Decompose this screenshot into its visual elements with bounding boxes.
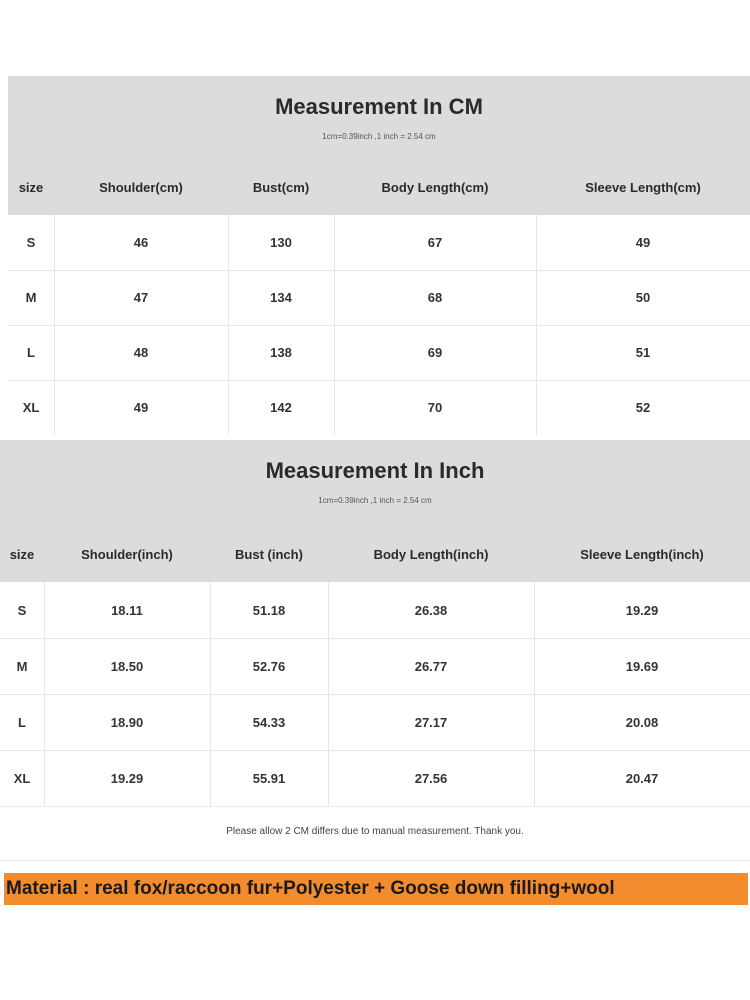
- inch-row-m-sleeve-length: 19.69: [625, 658, 659, 674]
- note-divider: [0, 860, 750, 861]
- cm-row-s-sleeve-length: 49: [635, 235, 651, 250]
- inch-header-sleeve-length: Sleeve Length(inch): [580, 546, 704, 562]
- cm-row-xl-shoulder: 49: [133, 400, 149, 415]
- cm-row-m-sleeve-length: 50: [635, 290, 651, 305]
- inch-row-l-body-length: 27.17: [414, 714, 448, 730]
- inch-header-body-length: Body Length(inch): [373, 546, 489, 562]
- material-banner: [4, 873, 748, 905]
- inch-header-size: size: [9, 546, 35, 562]
- inch-row-m-bust: 52.76: [252, 658, 286, 674]
- inch-row-xl-sleeve-length: 20.47: [625, 770, 659, 786]
- inch-row-s-bust: 51.18: [252, 602, 286, 618]
- inch-row-m-shoulder: 18.50: [110, 658, 144, 674]
- cm-header-size: size: [18, 180, 44, 195]
- inch-row-s-size: S: [17, 602, 27, 618]
- inch-row-l-shoulder: 18.90: [110, 714, 144, 730]
- cm-header-body-length: Body Length(cm): [381, 180, 489, 195]
- cm-header-sleeve-length: Sleeve Length(cm): [585, 180, 701, 195]
- measurement-disclaimer: Please allow 2 CM differs due to manual measurement. Thank you.: [226, 826, 524, 837]
- cm-row-m-shoulder: 47: [133, 290, 149, 305]
- cm-row-xl-bust: 142: [270, 400, 292, 415]
- note-divider: [0, 806, 750, 807]
- inch-row-s-body-length: 26.38: [414, 602, 448, 618]
- material-text: Material : real fox/raccoon fur+Polyester + Goose down filling+wool: [6, 878, 615, 899]
- cm-row-s-body-length: 67: [427, 235, 443, 250]
- cm-row-xl-sleeve-length: 52: [635, 400, 651, 415]
- cm-conversion-note: 1cm=0.39inch ,1 inch = 2.54 cm: [322, 132, 436, 141]
- cm-row-xl-body-length: 70: [427, 400, 443, 415]
- cm-table-title: Measurement In CM: [275, 94, 483, 119]
- cm-row-m-body-length: 68: [427, 290, 443, 305]
- inch-row-s-shoulder: 18.11: [111, 602, 143, 618]
- cm-header-bust: Bust(cm): [252, 180, 310, 195]
- inch-row-l-size: L: [18, 714, 26, 730]
- inch-row-l-bust: 54.33: [252, 714, 286, 730]
- cm-header-shoulder: Shoulder(cm): [99, 180, 183, 195]
- cm-row-s-size: S: [26, 235, 36, 250]
- cm-row-m-size: M: [25, 290, 37, 305]
- cm-row-s-bust: 130: [270, 235, 292, 250]
- cm-row-l-size: L: [27, 345, 35, 360]
- cm-row-l-bust: 138: [270, 345, 292, 360]
- cm-row-l-sleeve-length: 51: [635, 345, 651, 360]
- cm-row-l-body-length: 69: [427, 345, 443, 360]
- cm-row-s-shoulder: 46: [133, 235, 149, 250]
- inch-title-band: [0, 440, 750, 526]
- inch-header-shoulder: Shoulder(inch): [81, 546, 173, 562]
- cm-title-band: [8, 76, 750, 160]
- inch-row-s-sleeve-length: 19.29: [625, 602, 659, 618]
- cm-row-xl-size: XL: [22, 400, 40, 415]
- inch-row-m-size: M: [16, 658, 28, 674]
- inch-conversion-note: 1cm=0.39inch ,1 inch = 2.54 cm: [318, 496, 432, 505]
- inch-row-xl-shoulder: 19.29: [110, 770, 144, 786]
- inch-row-l-sleeve-length: 20.08: [625, 714, 659, 730]
- inch-row-xl-bust: 55.91: [252, 770, 286, 786]
- inch-row-xl-size: XL: [13, 770, 31, 786]
- cm-row-m-bust: 134: [270, 290, 292, 305]
- cm-row-l-shoulder: 48: [133, 345, 149, 360]
- inch-row-m-body-length: 26.77: [414, 658, 448, 674]
- inch-header-bust: Bust (inch): [235, 546, 303, 562]
- inch-table-title: Measurement In Inch: [265, 458, 485, 483]
- inch-row-xl-body-length: 27.56: [414, 770, 448, 786]
